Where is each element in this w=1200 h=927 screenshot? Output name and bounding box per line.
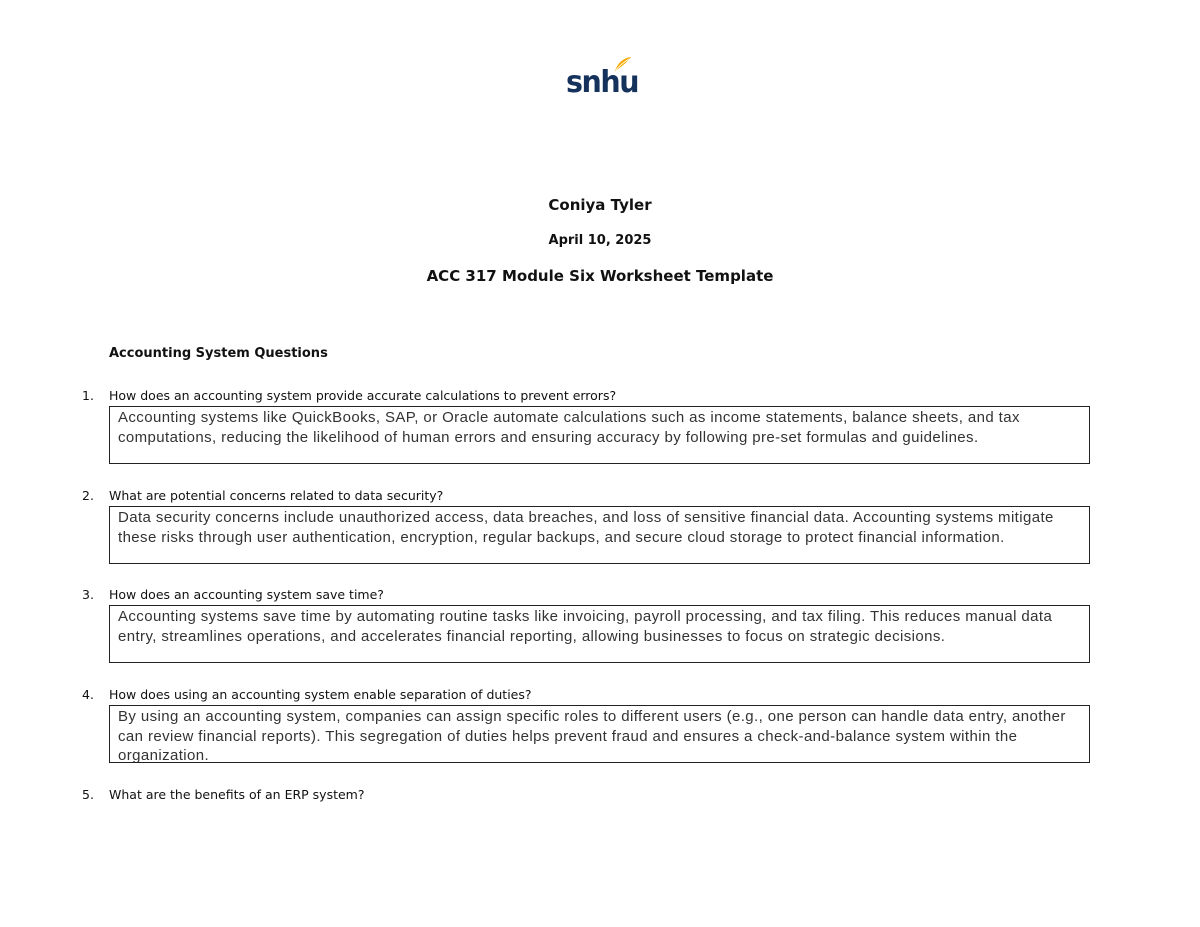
question-number: 5.: [82, 787, 94, 802]
question-1: [82, 388, 616, 403]
question-4: [82, 687, 532, 702]
question-text: What are potential concerns related to data security?: [109, 488, 444, 503]
question-text: How does an accounting system provide accurate calculations to prevent errors?: [109, 388, 617, 403]
question-number: 1.: [82, 388, 94, 403]
answer-box-3[interactable]: Accounting systems save time by automating routine tasks like invoicing, payroll processing, and tax filing. This reduces manual data entry, streamlines operations, and accelerates financial reporting, allowing businesses to focus on strategic decisions.: [109, 605, 1090, 663]
author-name: Coniya Tyler: [548, 196, 652, 214]
answer-box-4[interactable]: By using an accounting system, companies can assign specific roles to different users (e.g., one person can handle data entry, another can review financial reports). This segregation of duties helps prevent fraud and ensures a check-and-balance system within the organization.: [109, 705, 1090, 763]
question-2: [82, 488, 443, 503]
snhu-logo: [566, 56, 639, 104]
document-date: April 10, 2025: [548, 233, 652, 248]
answer-box-2[interactable]: Data security concerns include unauthorized access, data breaches, and loss of sensitive financial data. Accounting systems mitigate these risks through user authentication, encryption, regular backups, and secure cloud storage to protect financial information.: [109, 506, 1090, 564]
question-text: What are the benefits of an ERP system?: [109, 787, 365, 802]
answer-box-1[interactable]: Accounting systems like QuickBooks, SAP, or Oracle automate calculations such as income statements, balance sheets, and tax computations, reducing the likelihood of human errors and ensuring accuracy by following pre-set formulas and guidelines.: [109, 406, 1090, 464]
question-5: [82, 787, 365, 802]
question-text: How does an accounting system save time?: [109, 587, 384, 602]
question-number: 4.: [82, 687, 94, 702]
logo-text: snhu: [566, 65, 639, 100]
question-3: [82, 587, 384, 602]
question-number: 3.: [82, 587, 94, 602]
section-title: Accounting System Questions: [109, 346, 328, 361]
document-title: ACC 317 Module Six Worksheet Template: [426, 267, 774, 285]
leaf-icon: [614, 56, 632, 72]
question-number: 2.: [82, 488, 94, 503]
question-text: How does using an accounting system enable separation of duties?: [109, 687, 532, 702]
